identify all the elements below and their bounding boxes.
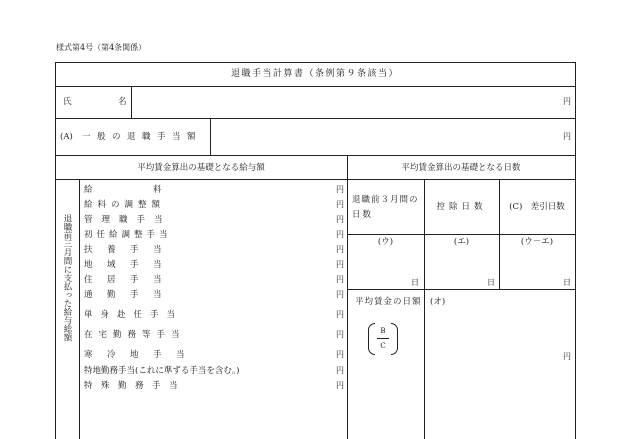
allowance-row-yen: 円	[563, 132, 571, 141]
rule-allowance-divider	[210, 118, 211, 155]
salary-item-yen: 円	[336, 200, 344, 209]
salary-item-yen: 円	[336, 350, 344, 359]
days-basis-header: 平均賃金算出の基礎となる日数	[401, 163, 521, 173]
days-col-prior-3-months-line1: 退職前３月間の	[352, 195, 419, 205]
salary-item: 管理職手当	[84, 215, 172, 225]
salary-item: 寒 冷 地 手 当	[84, 350, 188, 360]
avg-wage-yen: 円	[563, 352, 571, 361]
rule-allowance-bottom	[55, 155, 575, 156]
rule-days-header-bottom	[347, 234, 575, 235]
avg-wage-formula	[368, 323, 398, 355]
salary-item-yen: 円	[336, 275, 344, 284]
table-right-border	[575, 62, 576, 439]
salary-item-yen: 円	[336, 230, 344, 239]
rule-name-bottom	[55, 118, 575, 119]
name-label-right: 名	[118, 97, 127, 107]
rule-top	[55, 62, 575, 63]
avg-wage-label: 平均賃金の日額	[355, 297, 422, 307]
rule-name-divider	[131, 86, 132, 118]
salary-item-yen: 円	[336, 215, 344, 224]
rule-title-bottom	[55, 86, 575, 87]
rule-total-label-divider	[79, 179, 80, 439]
form-reference: 様式第4号（第4条関係）	[56, 43, 147, 52]
salary-item-yen: 円	[336, 330, 344, 339]
days-mark-u-minus-e: (ウ－エ)	[520, 237, 554, 247]
allowance-prefix: (A)	[60, 132, 73, 142]
salary-item: 特地勤務手当(これに準ずる手当を含む。)	[84, 366, 240, 376]
salary-item: 給料の調整額	[84, 200, 166, 210]
days-unit-col1: 日	[411, 278, 419, 287]
avg-wage-mark: (オ)	[430, 297, 446, 307]
salary-item-yen: 円	[336, 310, 344, 319]
document-title: 退職手当計算書（条例第９条該当）	[230, 69, 399, 79]
name-row-yen: 円	[563, 97, 571, 106]
rule-section-header-bottom	[55, 179, 575, 180]
salary-item-yen: 円	[336, 290, 344, 299]
salary-item: 給 料	[84, 185, 165, 195]
days-col-deduction: 控除日数	[436, 202, 487, 212]
salary-item: 単身赴任手当	[84, 310, 184, 320]
days-mark-e: (エ)	[453, 237, 470, 247]
formula-denominator: C	[380, 342, 386, 350]
salary-item-yen: 円	[336, 381, 344, 390]
salary-item: 在宅勤務等手当	[84, 330, 186, 340]
salary-item-yen: 円	[336, 245, 344, 254]
formula-numerator: B	[380, 327, 386, 335]
salary-item: 初任給調整手当	[84, 230, 172, 240]
days-mark-u: (ウ)	[377, 237, 394, 247]
rule-avg-wage-divider	[424, 289, 425, 439]
salary-item: 住 居 手 当	[84, 275, 165, 285]
rule-section-divider	[347, 155, 348, 439]
general-allowance-label: 一般の退職手当額	[82, 132, 203, 142]
rule-days-values-bottom	[347, 289, 575, 290]
days-unit-col2: 日	[487, 278, 495, 287]
formula-fraction-bar	[377, 338, 389, 339]
days-col-prior-3-months-line2: 日数	[352, 210, 374, 220]
days-unit-col3: 日	[563, 278, 571, 287]
salary-item: 扶 養 手 当	[84, 245, 165, 255]
salary-item: 地 域 手 当	[84, 260, 165, 270]
salary-item-yen: 円	[336, 260, 344, 269]
salary-basis-header: 平均賃金算出の基礎となる給与額	[137, 163, 265, 173]
salary-item-yen: 円	[336, 185, 344, 194]
name-label-left: 氏	[63, 97, 72, 107]
salary-item: 通 勤 手 当	[84, 290, 165, 300]
days-col-net: (C) 差引日数	[509, 202, 565, 212]
total-salary-vertical-label: 退職前三月間に支払った給与総額	[62, 214, 72, 342]
salary-item: 特 殊 勤 務 手 当	[84, 381, 178, 391]
salary-item-yen: 円	[336, 366, 344, 375]
